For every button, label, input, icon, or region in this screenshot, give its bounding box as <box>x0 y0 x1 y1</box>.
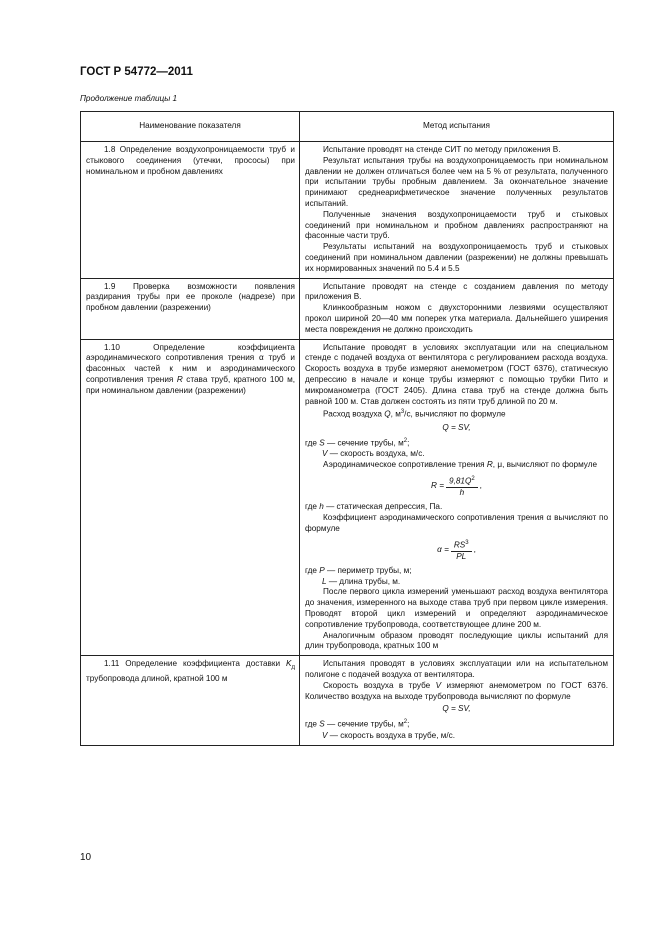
table-row <box>81 142 614 279</box>
table-continuation-label: Продолжение таблицы 1 <box>80 94 178 103</box>
indicator-cell: 1.9 Проверка возможности появления раздирания трубы при ее проколе (надрезе) при пробном давлении (разрежении) <box>81 278 300 339</box>
standard-header: ГОСТ Р 54772—2011 <box>80 66 193 78</box>
column-header-indicator: Наименование показателя <box>81 112 300 142</box>
formula-friction-coefficient: α = $\frac{RS^3}{PL}$ , <box>437 539 476 562</box>
column-header-method: Метод испытания <box>300 112 614 142</box>
indicator-cell: 1.8 Определение воздухопроницаемости труб и стыкового соединения (утечки, прососы) при номинальном и пробном давлениях <box>81 142 300 279</box>
page-number: 10 <box>80 852 92 863</box>
table-row <box>81 339 614 656</box>
formula-friction-resistance: R = $\frac{9,81Q^2}{h}$ , <box>431 475 482 498</box>
method-cell: Испытание проводят в условиях эксплуатации или на специальном стенде с подачей воздуха от вентилятора с регулированием расхода воздуха. Скорость воздуха в трубе измеряют анемометром (ГОСТ 6376), статическую депрессию в начале и конце трубы измеряют с помощью трубки Пито и микроманометра (ГОСТ 2405). Длина става труб на стенде должна быть равной 100 м. Став должен состоять из пяти труб длиной по 20 м. Расход воздуха Q, $м^3/с$, вычисляют по формуле Q = SV, где S — сечение трубы, $м^2$; V — скорость воздуха, м/с. Аэродинамическое сопротивление трения R, μ, вычисляют по формуле R = $\frac{9,81Q^2}{h}$ , где h — статическая депрессия, Па. Коэффициент аэродинамического сопротивления трения α вычисляют по формуле α = $\frac{RS^3}{PL}$ , где P — периметр трубы, м; L — длина трубы, м. После первого цикла измерений уменьшают расход воздуха вентилятора до значения, измеренного на выходе става труб при первом цикле измерения. Проводят второй цикл измерений и определяют аэродинамическое сопротивление трубопровода, соответствующее длине 200 м. Аналогичным образом проводят последующие циклы испытаний для длин трубопровода, кратных 100 м <box>300 339 614 656</box>
formula-flow-rate: Q = SV, <box>442 422 471 432</box>
table-row <box>81 656 614 745</box>
method-cell: Испытание проводят на стенде с созданием давления по методу приложения В. Клинкообразным ножом с двухсторонними лезвиями осуществляют прокол шириной 20—40 мм поперек утка материала. Дальнейшего уширения места повреждения не должно происходить <box>300 278 614 339</box>
test-methods-table <box>80 111 614 746</box>
formula-air-quantity: Q = SV, <box>442 704 471 714</box>
indicator-cell: 1.10 Определение коэффициента аэродинамического сопротивления трения α труб и фасонных частей к ним и аэродинамического сопротивления трения R става труб, кратного 100 м, при номинальном давлении (разрежении) <box>81 339 300 656</box>
method-cell: Испытания проводят в условиях эксплуатации или на испытательном полигоне с подачей воздуха от вентилятора. Скорость воздуха в трубе V измеряют анемометром по ГОСТ 6376. Количество воздуха на выходе трубопровода вычисляют по формуле Q = SV, где S — сечение трубы, $м^2$; V — скорость воздуха в трубе, м/с. <box>300 656 614 745</box>
method-cell: Испытание проводят на стенде СИТ по методу приложения В. Результат испытания трубы на воздухопроницаемость при номинальном давлении не должен отличаться более чем на 5 % от результата, полученного при испытании трубы пробным давлением. За окончательное значение принимают среднеарифметическое значение полученных результатов испытаний. Полученные значения воздухопроницаемости труб и стыковых соединений при номинальном и пробном давлениях распространяют на фасонные части труб. Результаты испытаний на воздухопроницаемость труб и стыковых соединений при номинальном давлении (разрежении) не должны превышать их нормированных значений по 5.4 и 5.5 <box>300 142 614 279</box>
indicator-cell: 1.11 Определение коэффициента доставки $K_д$ трубопровода длиной, кратной 100 м <box>81 656 300 745</box>
table-header-row <box>81 112 614 142</box>
table-row <box>81 278 614 339</box>
